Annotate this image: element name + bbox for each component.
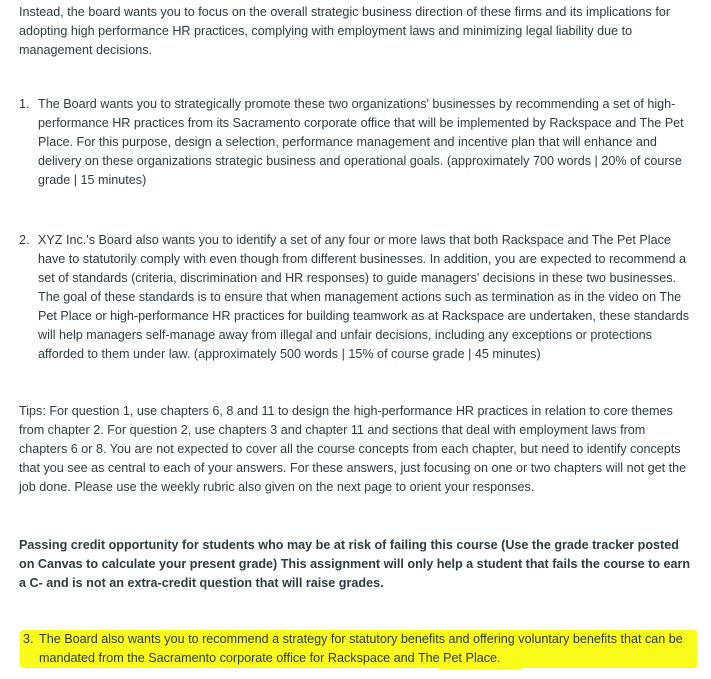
- question-1: [19, 95, 699, 190]
- question-text: The Board also wants you to recommend a strategy for statutory benefits and offering voluntary benefits that can be mandated from the Sacramento corporate office for Rackspace and The Pet Place.: [39, 632, 683, 665]
- highlight-stroke: [438, 666, 522, 669]
- tips-paragraph: Tips: For question 1, use chapters 6, 8 and 11 to design the high-performance HR practices in relation to core themes from chapter 2. For question 2, use chapters 3 and chapter 11 and sections that deal with employment laws from chapters 6 or 8. You are not expected to cover all the course concepts from each chapter, but need to identify concepts that you see as central to each of your answers. For these answers, just focusing on one or two chapters will not get the job done. Please use the weekly rubric also given on the next page to orient your responses.: [19, 404, 687, 494]
- question-3-highlighted: [20, 630, 697, 668]
- intro-paragraph: Instead, the board wants you to focus on the overall strategic business direction of these firms and its implications for adopting high performance HR practices, complying with employment laws and minimizing legal liability due to management decisions.: [19, 5, 671, 57]
- question-number: 2.: [19, 233, 30, 247]
- passing-credit-paragraph: Passing credit opportunity for students who may be at risk of failing this course (Use the grade tracker posted on Canvas to calculate your present grade) This assignment will only help a student that fails the course to earn a C- and is not an extra-credit question that will raise grades.: [19, 538, 691, 590]
- question-2: [19, 231, 699, 364]
- question-text: The Board wants you to strategically promote these two organizations' businesses by recommending a set of high-performance HR practices from its Sacramento corporate office that will be implemented by Rackspace and The Pet Place. For this purpose, design a selection, performance management and incentive plan that will enhance and delivery on these organizations strategic business and operational goals. (approximately 700 words | 20% of course grade | 15 minutes): [38, 97, 684, 187]
- question-number: 1.: [19, 97, 30, 111]
- question-number: 3.: [23, 632, 34, 646]
- question-text: XYZ Inc.'s Board also wants you to identify a set of any four or more laws that both Rackspace and The Pet Place have to statutorily comply with even though from different businesses. In addition, you are expected to recommend a set of standards (criteria, discrimination and HR responses) to guide managers' decisions in these two businesses. The goal of these standards is to ensure that when management actions such as termination as in the video on The Pet Place or high-performance HR practices for building teamwork as at Rackspace are undertaken, these standards will help managers self-manage away from illegal and unfair decisions, including any exceptions or protections afforded to them under law. (approximately 500 words | 15% of course grade | 45 minutes): [38, 233, 690, 361]
